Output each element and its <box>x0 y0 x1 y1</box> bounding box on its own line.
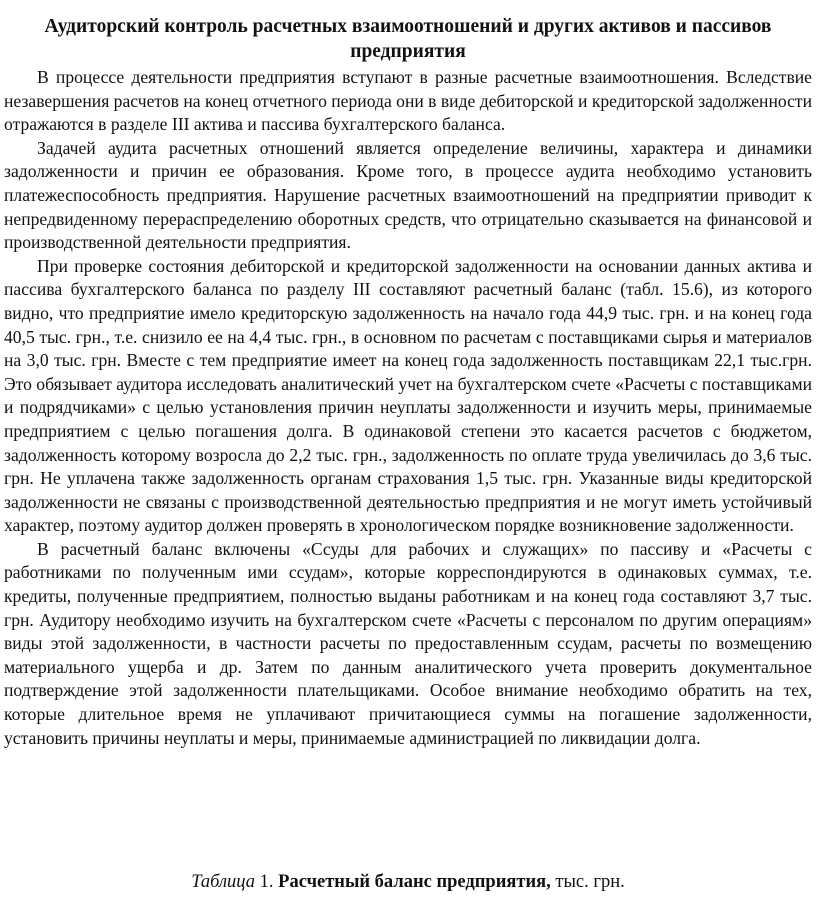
table-caption-label: Таблица <box>191 872 256 892</box>
table-caption-unit: тыс. грн. <box>550 872 625 892</box>
paragraph-1: В процессе деятельности предприятия вступают в разные расчетные взаимоотношения. Вследствие незавершения расчетов на конец отчетного периода они в виде дебиторской и кредиторской задолженности отражаются в разделе III актива и пассива бухгалтерского баланса. <box>4 67 813 135</box>
table-caption <box>0 870 816 894</box>
paragraph-4: В расчетный баланс включены «Ссуды для рабочих и служащих» по пассиву и «Расчеты с работниками по полученным ими ссудам», которые корреспондируются в одинаковых суммах, т.е. кредиты, полученные предприятием, полностью выданы работникам и на конец года составляют 3,7 тыс. грн. Аудитору необходимо изучить на бухгалтерском счете «Расчеты с персоналом по другим операциям» виды этой задолженности, в частности расчеты по предоставленным ссудам, расчеты по возмещению материального ущерба и др. Затем по данным аналитического учета проверить документальное подтверждение этой задолженности плательщиками. Особое внимание необходимо обратить на тех, которые длительное время не уплачивают причитающиеся суммы на погашение задолженности, установить причины неуплаты и меры, принимаемые администрацией по ликвидации долга. <box>4 538 812 748</box>
document-title: Аудиторский контроль расчетных взаимоотношений и других активов и пассивов предприятия <box>44 16 772 62</box>
paragraph-3: При проверке состояния дебиторской и кредиторской задолженности на основании данных актива и пассива бухгалтерского баланса по разделу III составляют расчетный баланс (табл. 15.6), из которого видно, что предприятие имело кредиторскую задолженность на начало года 44,9 тыс. грн. и на конец года 40,5 тыс. грн., т.е. снизило ее на 4,4 тыс. грн., в основном по расчетам с поставщиками сырья и материалов на 3,0 тыс. грн. Вместе с тем предприятие имеет на конец года задолженность поставщикам 22,1 тыс.грн. Это обязывает аудитора исследовать аналитический учет на бухгалтерском счете «Расчеты с поставщиками и подрядчиками» с целью установления причин неуплаты задолженности и изучить меры, принимаемые предприятием с целью погашения долга. В одинаковой степени это касается расчетов с бюджетом, задолженность которому возросла до 2,2 тыс. грн., задолженность по оплате труда увеличилась до 3,6 тыс. грн. Не уплачена также задолженность органам страхования 1,5 тыс. грн. Указанные виды кредиторской задолженности не связаны с производственной деятельностью предприятия и не могут иметь устойчивый характер, поэтому аудитор должен проверять в хронологическом порядке возникновение задолженности. <box>4 255 812 536</box>
paragraph-2: Задачей аудита расчетных отношений является определение величины, характера и динамики задолженности и причин ее образования. Кроме того, в процессе аудита необходимо установить платежеспособность предприятия. Нарушение расчетных взаимоотношений на предприятии приводит к непредвиденному перераспределению оборотных средств, что отрицательно сказывается на финансовой и производственной деятельности предприятия. <box>4 137 812 253</box>
table-caption-number: 1. <box>255 872 279 892</box>
table-caption-title: Расчетный баланс предприятия, <box>278 872 551 892</box>
